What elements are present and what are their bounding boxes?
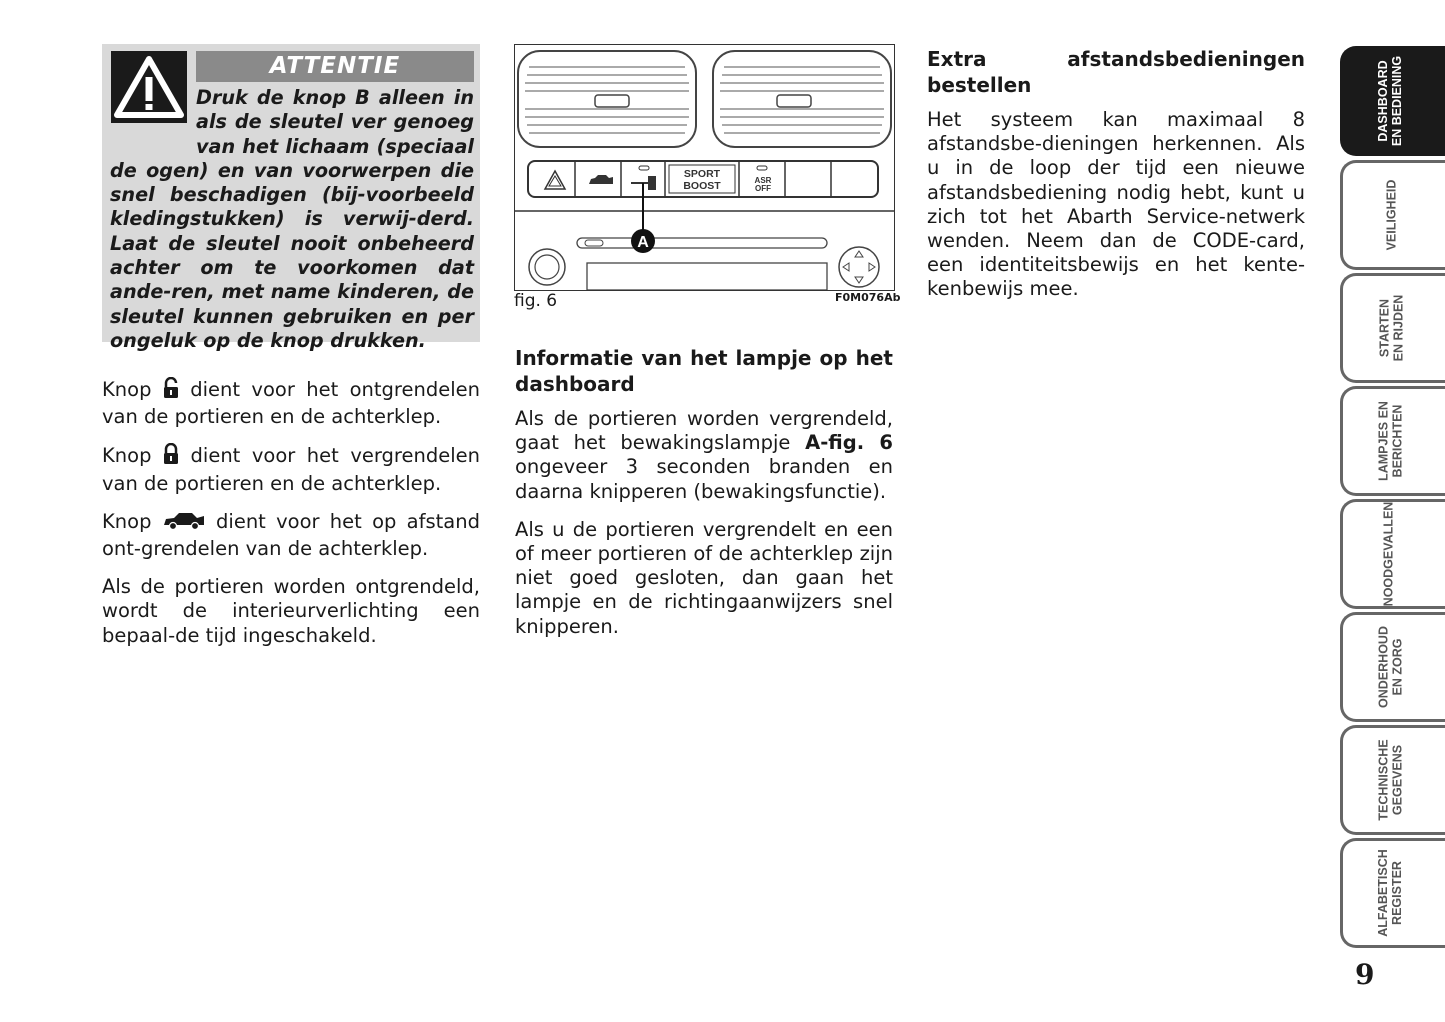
tab-onderhoud[interactable]: ONDERHOUD EN ZORG: [1340, 612, 1445, 722]
figure-code: F0M076Ab: [835, 291, 901, 304]
tab-dashboard[interactable]: DASHBOARD EN BEDIENING: [1340, 46, 1445, 156]
tab-register[interactable]: ALFABETISCH REGISTER: [1340, 838, 1445, 948]
warning-box: [102, 44, 480, 352]
svg-text:OFF: OFF: [755, 184, 771, 193]
svg-text:BOOST: BOOST: [683, 180, 721, 192]
paragraph-lamp-1: Als de portieren worden vergrendeld, gaat het bewakingslampje A-fig. 6 ongeveer 3 seconden branden en daarna knipperen (bewakingsfunctie).: [515, 407, 893, 503]
column-3: [927, 46, 1305, 316]
paragraph-unlock: Knop dient voor het ontgrendelen van de portieren en de achterklep.: [102, 378, 481, 429]
svg-text:SPORT: SPORT: [683, 168, 721, 180]
page-number: 9: [1355, 958, 1375, 991]
paragraph-trunk: Knop dient voor het op afstand ont-grendelen van de achterklep.: [102, 509, 480, 561]
tab-technische[interactable]: TECHNISCHE GEGEVENS: [1340, 725, 1445, 835]
paragraph-interior-light: Als de portieren worden ontgrendeld, wordt de interieurverlichting een bepaal-de tijd ingeschakeld.: [102, 575, 480, 647]
figure-marker-a: A: [637, 234, 649, 251]
section-heading-remotes: Extra afstandsbedieningen bestellen: [927, 47, 1305, 97]
paragraph-remotes: Het systeem kan maximaal 8 afstandsbe-dieningen herkennen. Als u in de loop der tijd een nieuwe afstandsbediening nodig hebt, kunt u zich tot het Abarth Service-netwerk wenden. Neem dan de CODE-card, een identiteitsbewijs en het kente-kenbewijs mee.: [927, 108, 1305, 301]
warning-text: Druk de knop B alleen in als de sleutel ver genoeg van het lichaam (speciaal de ogen) en van voorwerpen die snel beschadigen (bij-voorbeeld kledingstukken) is verwij-derd. Laat de sleutel nooit onbeheerd achter om te voorkomen dat ande-ren, met name kinderen, de sleutel kunnen gebruiken en per ongeluk op de knop drukken.: [110, 86, 474, 352]
svg-text:ASR: ASR: [754, 176, 772, 185]
dashboard-figure: [514, 44, 895, 291]
lock-icon: [163, 443, 179, 471]
tab-noodgevallen[interactable]: NOODGEVALLEN: [1340, 499, 1445, 609]
car-trunk-icon: [162, 511, 206, 537]
column-1: [102, 377, 480, 662]
section-heading-lamp: Informatie van het lampje op het dashboard: [515, 346, 893, 396]
tab-veiligheid[interactable]: VEILIGHEID: [1340, 160, 1445, 270]
paragraph-lamp-2: Als u de portieren vergrendelt en een of meer portieren of de achterklep zijn niet goed gesloten, dan gaan het lampje en de richtingaanwijzers snel knipperen.: [515, 517, 893, 638]
unlock-icon: [163, 377, 179, 405]
tab-starten[interactable]: STARTEN EN RIJDEN: [1340, 273, 1445, 383]
warning-title: ATTENTIE: [196, 51, 474, 82]
column-2: [515, 345, 893, 653]
tab-lampjes[interactable]: LAMPJES EN BERICHTEN: [1340, 386, 1445, 496]
paragraph-lock: Knop dient voor het vergrendelen van de portieren en de achterklep.: [102, 444, 481, 495]
figure-label: fig. 6: [514, 291, 558, 311]
